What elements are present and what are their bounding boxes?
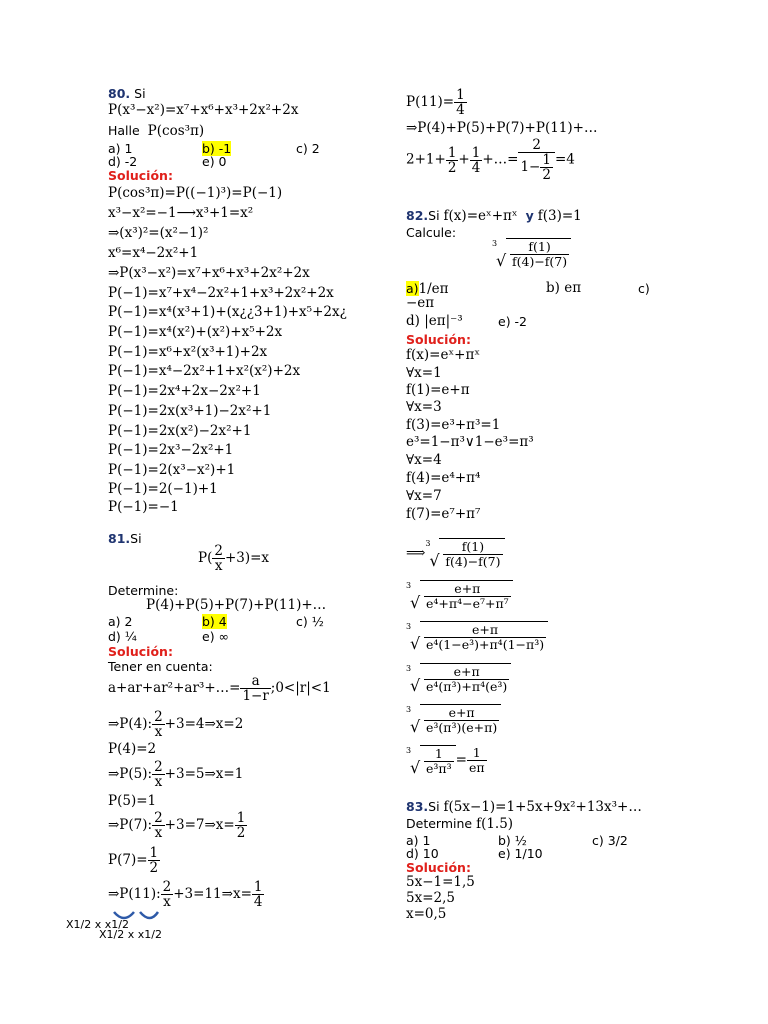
problem-80-ask [108,123,204,139]
fraction [424,747,454,776]
p81-continuation-series [406,138,575,182]
solution-step: P(4)=2 [108,741,157,757]
solution-step: ∀x=1 [406,365,442,381]
denominator-part: 1− [520,159,541,175]
numerator: 2 [154,810,163,826]
fraction [510,240,569,269]
solution-label: Solución: [406,332,471,347]
problem-number: 81. [108,531,131,546]
numerator: f(1) [461,539,485,554]
numerator: 1 [253,879,263,895]
radical-icon: √ [410,634,421,653]
cube-root [406,621,548,652]
radical-icon: √ [410,593,421,612]
implies-arrow: ⟹ [406,545,426,561]
option-e: e) -2 [498,314,528,329]
given-condition: f(3)=1 [537,208,582,224]
fraction [152,760,165,789]
determine-label: Determine: [108,583,179,598]
step-rhs: +3=11⇒x= [173,886,252,902]
series-start: 2+1+ [406,151,446,168]
problem-80-header [108,86,146,101]
handwritten-note: X1/2 x x1/2 [66,918,129,931]
solution-step: P(−1)=x⁴−2x²+1+x²(x²)+2x [108,363,301,379]
option-a-label: a) [406,281,419,296]
radical-icon: √ [410,758,421,777]
fraction [470,146,483,175]
radical-icon: √ [410,717,421,736]
step-lhs: P(7)= [108,852,148,868]
fraction [252,880,265,909]
cube-root [492,238,571,269]
numerator: e+π [453,664,480,679]
root-index: 3 [492,239,498,248]
solution-step: x=0,5 [406,906,447,922]
solution-step: e³=1−π³∨1−e³=π³ [406,434,534,450]
denominator: 2 [542,167,551,183]
solution-step: 5x=2,5 [406,890,455,906]
series-lhs: a+ar+ar²+ar³+…= [108,680,241,696]
option-a: a) 2 [108,614,133,629]
cube-root [406,745,456,776]
solution-step [108,846,160,875]
root-index: 3 [406,664,412,673]
line-lhs: P(11)= [406,94,455,110]
root-index: 3 [406,581,412,590]
solution-step: P(−1)=x⁷+x⁴−2x²+1+x³+2x²+2x [108,285,334,301]
numerator: 1 [447,144,457,161]
solution-label: Solución: [108,168,173,183]
denominator [518,152,555,182]
given-function: f(x)=eˣ+πˣ [443,208,518,224]
determine-label: Determine [406,816,473,831]
denominator: x [152,825,165,840]
step-rhs: +3=5⇒x=1 [164,766,244,782]
and-word: y [525,208,534,223]
numerator: e+π [472,622,499,637]
option-d: d) |eπ|⁻³ [406,313,463,329]
option-d: d) -2 [108,154,138,169]
note-text: Tener en cuenta: [108,659,213,674]
denominator: 2 [447,159,457,176]
root-index: 3 [406,622,412,631]
solution-step: ∀x=7 [406,488,442,504]
cube-root [406,663,511,694]
problem-intro: Si [130,86,146,101]
root-step [406,538,505,569]
numerator: 2 [214,543,223,559]
option-b-answer: b) -1 [202,141,232,156]
ask-expression: P(cos³π) [147,123,205,139]
radical-icon: √ [429,551,440,570]
solution-step: ∀x=4 [406,452,442,468]
option-c: c) ½ [296,614,324,629]
problem-number: 80. [108,86,131,101]
solution-step: f(7)=e⁷+π⁷ [406,506,481,522]
cube-root [406,580,513,611]
root-step [406,663,511,694]
numerator: 1 [542,152,551,168]
solution-step: P(−1)=2(−1)+1 [108,481,218,497]
solution-label: Solución: [108,644,173,659]
solution-step: P(−1)=2x⁴+2x−2x²+1 [108,383,261,399]
denominator: eπ [468,760,485,775]
option-e: e) ∞ [202,629,229,644]
option-b: b) eπ [546,280,582,296]
numerator: 2 [154,709,163,725]
problem-83-options-row2 [406,846,746,861]
option-b: b) ½ [498,833,527,848]
option-a-value: 1/eπ [418,281,449,297]
problem-intro: Si [130,531,142,546]
fraction [424,623,546,652]
solution-label: Solución: [406,860,471,875]
solution-step: ⇒(x³)²=(x²−1)² [108,225,209,241]
solution-step: 5x−1=1,5 [406,874,475,890]
numerator: e+π [448,705,475,720]
numerator: 2 [532,137,541,153]
equals-sign: = [455,752,467,768]
solution-step: ⇒P(x³−x²)=x⁷+x⁶+x³+2x²+2x [108,265,310,281]
option-e: e) 1/10 [498,846,543,861]
solution-step: P(−1)=2x³−2x²+1 [108,442,234,458]
fraction [443,540,502,569]
option-c-value: −eπ [406,295,435,311]
p81-continuation-line [406,88,467,117]
fraction [235,811,248,840]
denominator: x [212,558,225,573]
solution-step: P(−1)=2x(x³+1)−2x²+1 [108,403,272,419]
series-mid: +…= [482,151,519,168]
root-index: 3 [406,705,412,714]
step-rhs: +3=7⇒x= [164,817,235,833]
fraction [148,846,161,875]
problem-intro: Si [428,799,444,814]
problem-80-given: P(x³−x²)=x⁷+x⁶+x³+2x²+2x [108,102,299,118]
step-lhs: ⇒P(7): [108,817,153,833]
fraction [152,811,165,840]
root-index: 3 [406,746,412,755]
problem-82-options-row1 [406,281,746,296]
denominator: x [152,724,165,739]
denominator: 2 [149,860,159,876]
problem-80-options-row2 [108,154,398,169]
numerator: 1 [472,745,481,760]
root-index: 3 [425,539,431,548]
problem-83-header [406,799,642,815]
determine-expression: f(1.5) [476,816,514,832]
fraction [212,544,225,573]
denominator: e³(π³)(e+π) [426,720,498,735]
solution-step [108,811,247,840]
calculate-expression [492,238,571,269]
denominator: 4 [471,159,481,176]
numerator: f(1) [528,239,551,254]
solution-step: f(4)=e⁴+π⁴ [406,470,481,486]
numerator: 2 [154,759,163,775]
problem-81-given [198,544,269,573]
solution-step [108,710,243,739]
option-a: a) 1 [406,833,431,848]
solution-step: f(x)=eˣ+πˣ [406,347,481,363]
cube-root [425,538,504,569]
solution-step: x³−x²=−1⟶x³+1=x² [108,205,254,221]
solution-step: P(5)=1 [108,793,157,809]
step-lhs: ⇒P(4): [108,716,153,732]
option-c: c) [638,281,650,296]
radical-icon: √ [410,676,421,695]
solution-step: P(−1)=x⁴(x³+1)+(x¿¿3+1)+x⁵+2x¿ [108,304,347,320]
fraction [424,665,509,694]
option-c: c) 2 [296,141,320,156]
denominator: e³π³ [426,761,452,776]
problem-82-header [406,208,582,224]
option-a: a) 1 [108,141,133,156]
solution-step: P(−1)=x⁴(x²)+(x²)+x⁵+2x [108,324,283,340]
solution-step: P(−1)=−1 [108,499,179,515]
numerator: 1 [149,845,159,861]
numerator: a [251,673,260,689]
numerator: 1 [236,810,246,826]
given-lhs: P( [198,550,213,566]
numerator: 1 [471,144,481,161]
step-rhs: +3=4⇒x=2 [164,716,244,732]
denominator: 4 [456,102,465,118]
fraction [152,710,165,739]
option-c: c) 3/2 [592,833,628,848]
series-formula [108,674,331,703]
step-lhs: ⇒P(5): [108,766,153,782]
denominator: x [161,894,174,909]
cube-root [406,704,501,735]
fraction [518,138,555,182]
solution-step: f(1)=e+π [406,382,470,398]
problem-83-determine [406,816,513,832]
denominator: f(4)−f(7) [512,254,568,269]
denominator: e⁴(1−e³)+π⁴(1−π³) [426,637,545,652]
determine-expression: P(4)+P(5)+P(7)+P(11)+… [146,597,327,613]
denominator: 2 [236,825,246,841]
fraction [454,88,467,117]
calculate-label: Calcule: [406,225,457,240]
option-d: d) 10 [406,846,439,861]
handwritten-note: X1/2 x x1/2 [99,928,162,941]
problem-number: 82. [406,208,429,223]
radical-icon: √ [496,251,507,270]
denominator: e⁴(π³)+π⁴(e³) [426,679,508,694]
problem-82-options-row2 [406,314,746,329]
plus-sign: + [458,151,470,168]
fraction [446,146,459,175]
numerator: 1 [456,87,465,103]
numerator: 1 [434,746,443,761]
root-step-final [406,745,487,776]
solution-step: P(−1)=2(x³−x²)+1 [108,462,236,478]
fraction [240,674,270,703]
solution-step [108,880,264,909]
given-function: f(5x−1)=1+5x+9x²+13x³+… [443,799,642,815]
step-lhs: ⇒P(11): [108,886,161,902]
problem-81-options-row2 [108,629,398,644]
problem-81-header [108,531,142,546]
numerator: 2 [162,879,172,895]
denominator: 4 [253,894,263,910]
problem-81-options-row1 [108,614,398,629]
solution-step: ∀x=3 [406,399,442,415]
fraction [467,746,487,775]
given-rhs: +3)=x [224,550,270,566]
series-result: =4 [554,151,575,168]
denominator: f(4)−f(7) [445,554,501,569]
problem-intro: Si [428,208,444,223]
root-step [406,704,501,735]
denominator: 1−r [242,688,269,704]
series-rhs: ;0<|r|<1 [270,680,331,696]
ask-label: Halle [108,123,140,138]
solution-step: x⁶=x⁴−2x²+1 [108,245,199,261]
fraction [161,880,174,909]
option-b-answer: b) 4 [202,614,227,629]
solution-step: P(−1)=x⁶+x²(x³+1)+2x [108,344,268,360]
problem-number: 83. [406,799,429,814]
root-step [406,621,548,652]
solution-step: P(cos³π)=P((−1)³)=P(−1) [108,185,283,201]
numerator: e+π [454,581,481,596]
denominator: x [152,774,165,789]
solution-step [108,760,243,789]
option-e: e) 0 [202,154,227,169]
root-step [406,580,513,611]
option-d: d) ¼ [108,629,137,644]
fraction [424,582,511,611]
solution-step: f(3)=e³+π³=1 [406,417,501,433]
p81-continuation-line: ⇒P(4)+P(5)+P(7)+P(11)+… [406,120,598,136]
fraction [424,706,499,735]
solution-step: P(−1)=2x(x²)−2x²+1 [108,423,252,439]
fraction [540,153,553,182]
denominator: e⁴+π⁴−e⁷+π⁷ [426,596,509,611]
